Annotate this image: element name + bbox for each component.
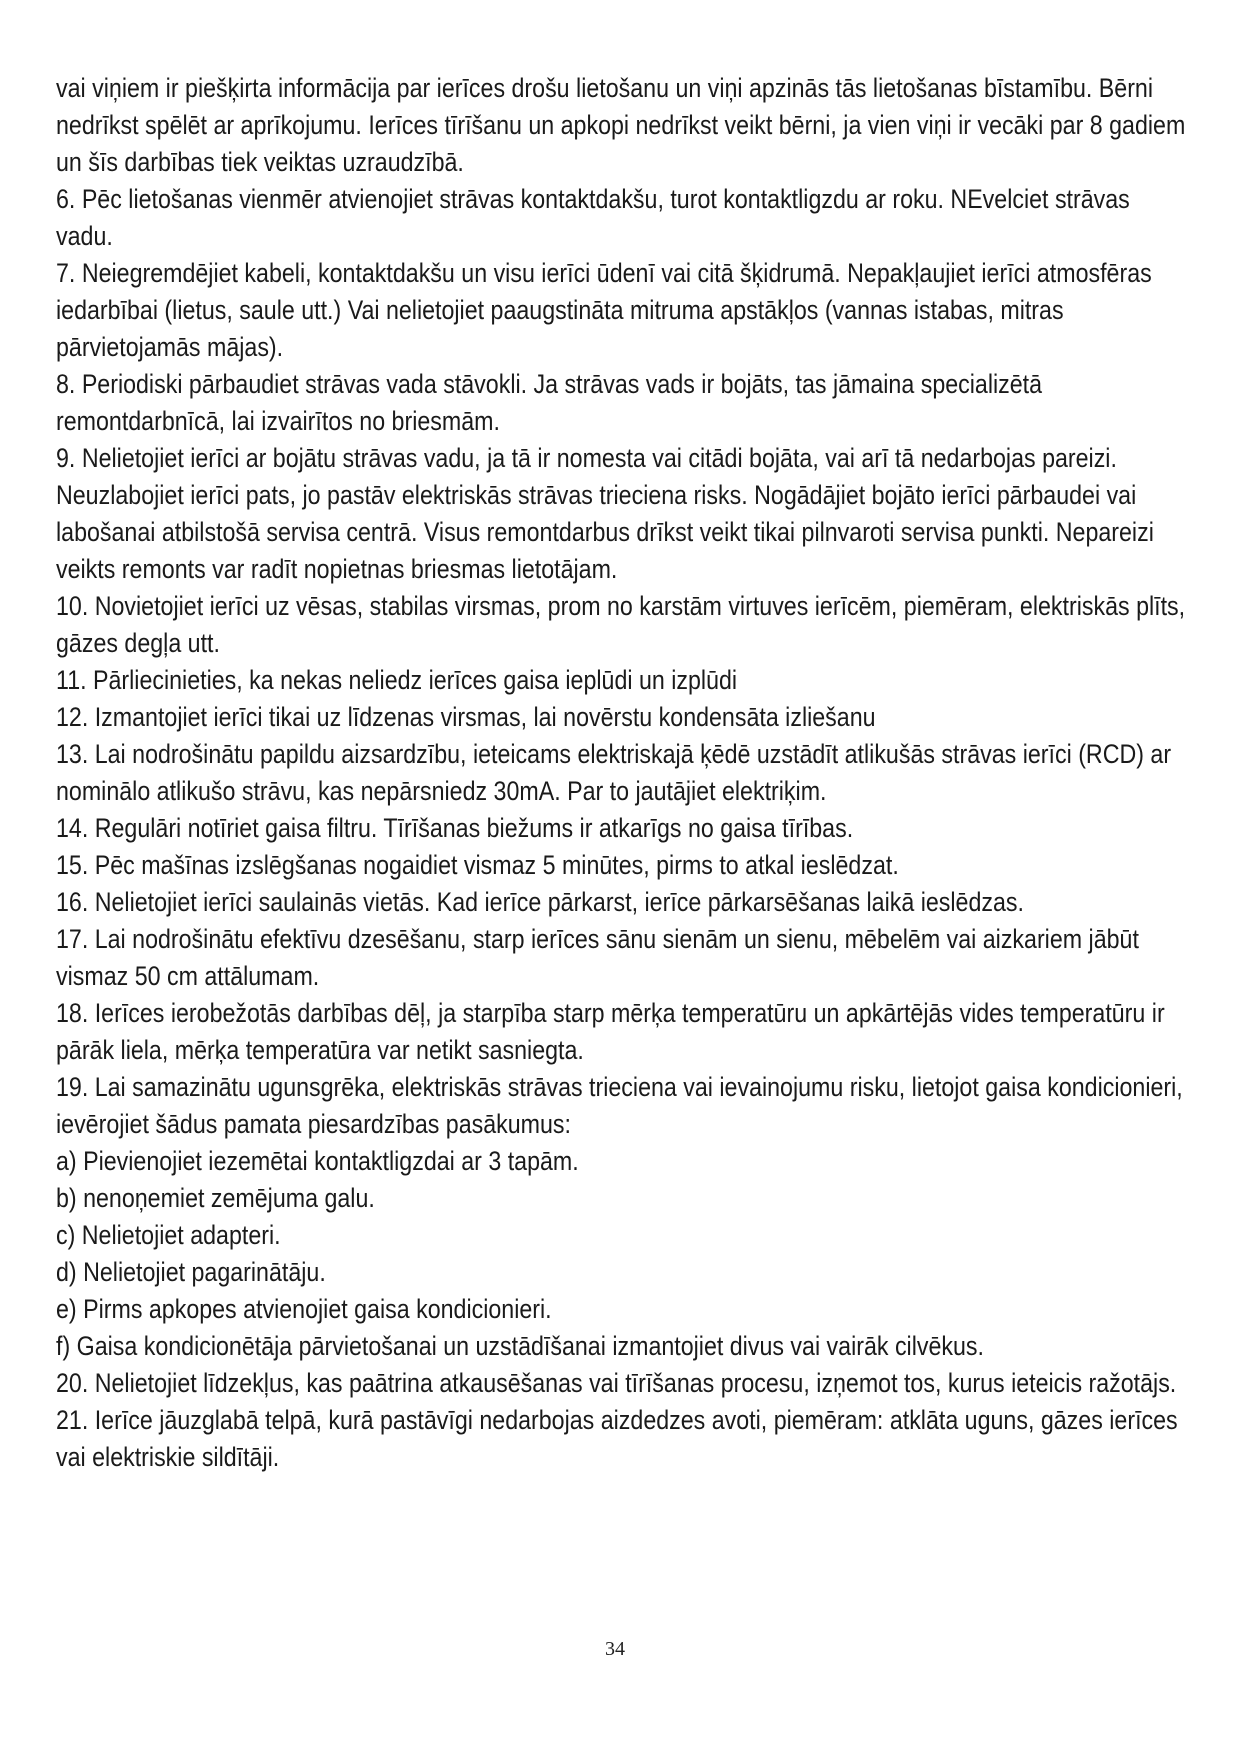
paragraph-item-19c: c) Nelietojiet adapteri. <box>56 1220 281 1250</box>
paragraph-item-15: 15. Pēc mašīnas izslēgšanas nogaidiet vismaz 5 minūtes, pirms to atkal ieslēdzat. <box>56 850 899 880</box>
paragraph-item-19d: d) Nelietojiet pagarinātāju. <box>56 1257 326 1287</box>
paragraph-item-18: 18. Ierīces ierobežotās darbības dēļ, ja starpība starp mērķa temperatūru un apkārtējās vides temperatūru ir pārāk liela, mērķa temperatūra var netikt sasniegta. <box>56 998 1165 1065</box>
paragraph-item-19e: e) Pirms apkopes atvienojiet gaisa kondicionieri. <box>56 1294 552 1324</box>
paragraph-item-11: 11. Pārliecinieties, ka nekas neliedz ierīces gaisa ieplūdi un izplūdi <box>56 665 738 695</box>
paragraph-intro-continued: vai viņiem ir piešķirta informācija par ierīces drošu lietošanu un viņi apzinās tās lietošanas bīstamību. Bērni nedrīkst spēlēt ar aprīkojumu. Ierīces tīrīšanu un apkopi nedrīkst veikt bērni, ja vien viņi ir vecāki par 8 gadiem un šīs darbības tiek veiktas uzraudzībā. <box>56 73 1186 177</box>
paragraph-item-19: 19. Lai samazinātu ugunsgrēka, elektriskās strāvas trieciena vai ievainojumu risku, lietojot gaisa kondicionieri, ievērojiet šādus pamata piesardzības pasākumus: <box>56 1072 1183 1139</box>
paragraph-item-19a: a) Pievienojiet iezemētai kontaktligzdai ar 3 tapām. <box>56 1146 579 1176</box>
paragraph-item-7: 7. Neiegremdējiet kabeli, kontaktdakšu un visu ierīci ūdenī vai citā šķidrumā. Nepakļaujiet ierīci atmosfēras iedarbībai (lietus, saule utt.) Vai nelietojiet paaugstināta mitruma apstākļos (vannas istabas, mitras pārvietojamās mājas). <box>56 258 1152 362</box>
paragraph-item-16: 16. Nelietojiet ierīci saulainās vietās. Kad ierīce pārkarst, ierīce pārkarsēšanas laikā ieslēdzas. <box>56 887 1024 917</box>
paragraph-item-19b: b) nenoņemiet zemējuma galu. <box>56 1183 375 1213</box>
paragraph-item-8: 8. Periodiski pārbaudiet strāvas vada stāvokli. Ja strāvas vads ir bojāts, tas jāmaina specializētā remontdarbnīcā, lai izvairītos no briesmām. <box>56 369 1043 436</box>
paragraph-item-17: 17. Lai nodrošinātu efektīvu dzesēšanu, starp ierīces sānu sienām un sienu, mēbelēm vai aizkariem jābūt vismaz 50 cm attālumam. <box>56 924 1139 991</box>
paragraph-item-13: 13. Lai nodrošinātu papildu aizsardzību, ieteicams elektriskajā ķēdē uzstādīt atlikušās strāvas ierīci (RCD) ar nominālo atlikušo strāvu, kas nepārsniedz 30mA. Par to jautājiet elektriķim. <box>56 739 1172 806</box>
page-number: 34 <box>605 1638 625 1660</box>
paragraph-item-6: 6. Pēc lietošanas vienmēr atvienojiet strāvas kontaktdakšu, turot kontaktligzdu ar roku. NEvelciet strāvas vadu. <box>56 184 1130 251</box>
instructions-text <box>56 70 1186 1476</box>
paragraph-item-10: 10. Novietojiet ierīci uz vēsas, stabilas virsmas, prom no karstām virtuves ierīcēm, piemēram, elektriskās plīts, gāzes degļa utt. <box>56 591 1186 658</box>
paragraph-item-20: 20. Nelietojiet līdzekļus, kas paātrina atkausēšanas vai tīrīšanas procesu, izņemot tos, kurus ieteicis ražotājs. <box>56 1368 1177 1398</box>
paragraph-item-12: 12. Izmantojiet ierīci tikai uz līdzenas virsmas, lai novērstu kondensāta izliešanu <box>56 702 876 732</box>
paragraph-item-14: 14. Regulāri notīriet gaisa filtru. Tīrīšanas biežums ir atkarīgs no gaisa tīrības. <box>56 813 854 843</box>
paragraph-item-21: 21. Ierīce jāuzglabā telpā, kurā pastāvīgi nedarbojas aizdedzes avoti, piemēram: atklāta uguns, gāzes ierīces vai elektriskie sildītāji. <box>56 1405 1178 1472</box>
paragraph-item-9: 9. Nelietojiet ierīci ar bojātu strāvas vadu, ja tā ir nomesta vai citādi bojāta, vai arī tā nedarbojas pareizi. Neuzlabojiet ierīci pats, jo pastāv elektriskās strāvas trieciena risks. Nogādājiet bojāto ierīci pārbaudei vai labošanai atbilstošā servisa centrā. Visus remontdarbus drīkst veikt tikai pilnvaroti servisa punkti. Nepareizi veikts remonts var radīt nopietnas briesmas lietotājam. <box>56 443 1154 584</box>
paragraph-item-19f: f) Gaisa kondicionētāja pārvietošanai un uzstādīšanai izmantojiet divus vai vairāk cilvēkus. <box>56 1331 984 1361</box>
